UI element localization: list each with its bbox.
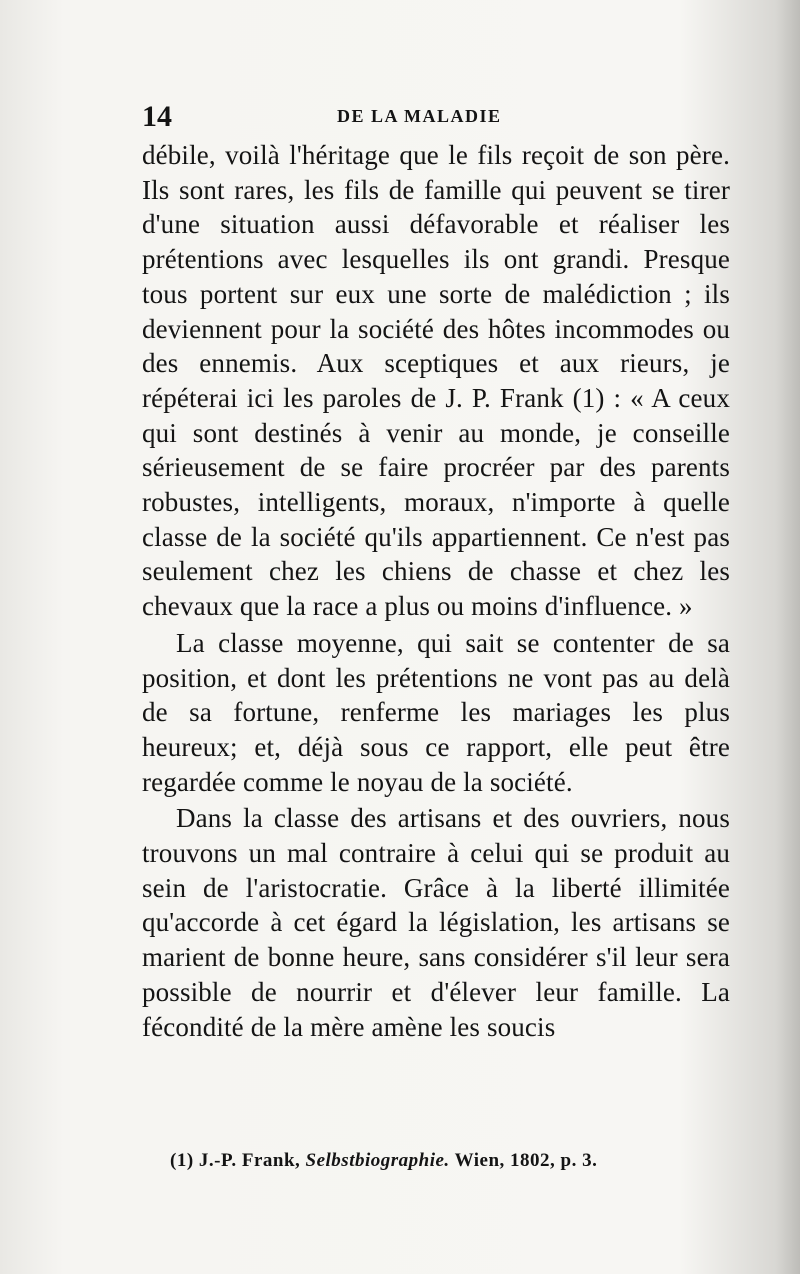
footnote-title: Selbstbiographie. [305, 1150, 450, 1171]
paragraph-3: Dans la classe des artisans et des ouvriers, nous trouvons un mal contraire à celui qui se produit au sein de l'aristocratie. Grâce à la liberté illimitée qu'accorde à cet égard la législation, les artisans se marient de bonne heure, sans considérer s'il leur sera possible de nourrir et d'élever leur famille. La fécondité de la mère amène les soucis [142, 803, 730, 1042]
running-head: DE LA MALADIE [337, 106, 502, 126]
footnote-author: J.-P. Frank, [198, 1150, 301, 1171]
footnote-marker: (1) [170, 1150, 194, 1171]
page-number: 14 [142, 100, 172, 133]
footnote [170, 1150, 730, 1172]
page-header [142, 100, 730, 134]
footnote-rest: Wien, 1802, p. 3. [454, 1150, 598, 1171]
paragraph-2: La classe moyenne, qui sait se contenter de sa position, et dont les prétentions ne vont pas au delà de sa fortune, renferme les mariages les plus heureux; et, déjà sous ce rapport, elle peut être regardée comme le noyau de la société. [142, 627, 730, 797]
body-text [142, 138, 730, 1044]
paragraph-1: débile, voilà l'héritage que le fils reçoit de son père. Ils sont rares, les fils de famille qui peuvent se tirer d'une situation aussi défavorable et réaliser les prétentions avec lesquelles ils ont grandi. Presque tous portent sur eux une sorte de malédiction ; ils deviennent pour la société des hôtes incommodes ou des ennemis. Aux sceptiques et aux rieurs, je répéterai ici les paroles de J. P. Frank (1) : « A ceux qui sont destinés à venir au monde, je conseille sérieusement de se faire procréer par des parents robustes, intelligents, moraux, n'importe à quelle classe de la société qu'ils appartiennent. Ce n'est pas seulement chez les chiens de chasse et chez les chevaux que la race a plus ou moins d'influence. » [142, 140, 730, 622]
